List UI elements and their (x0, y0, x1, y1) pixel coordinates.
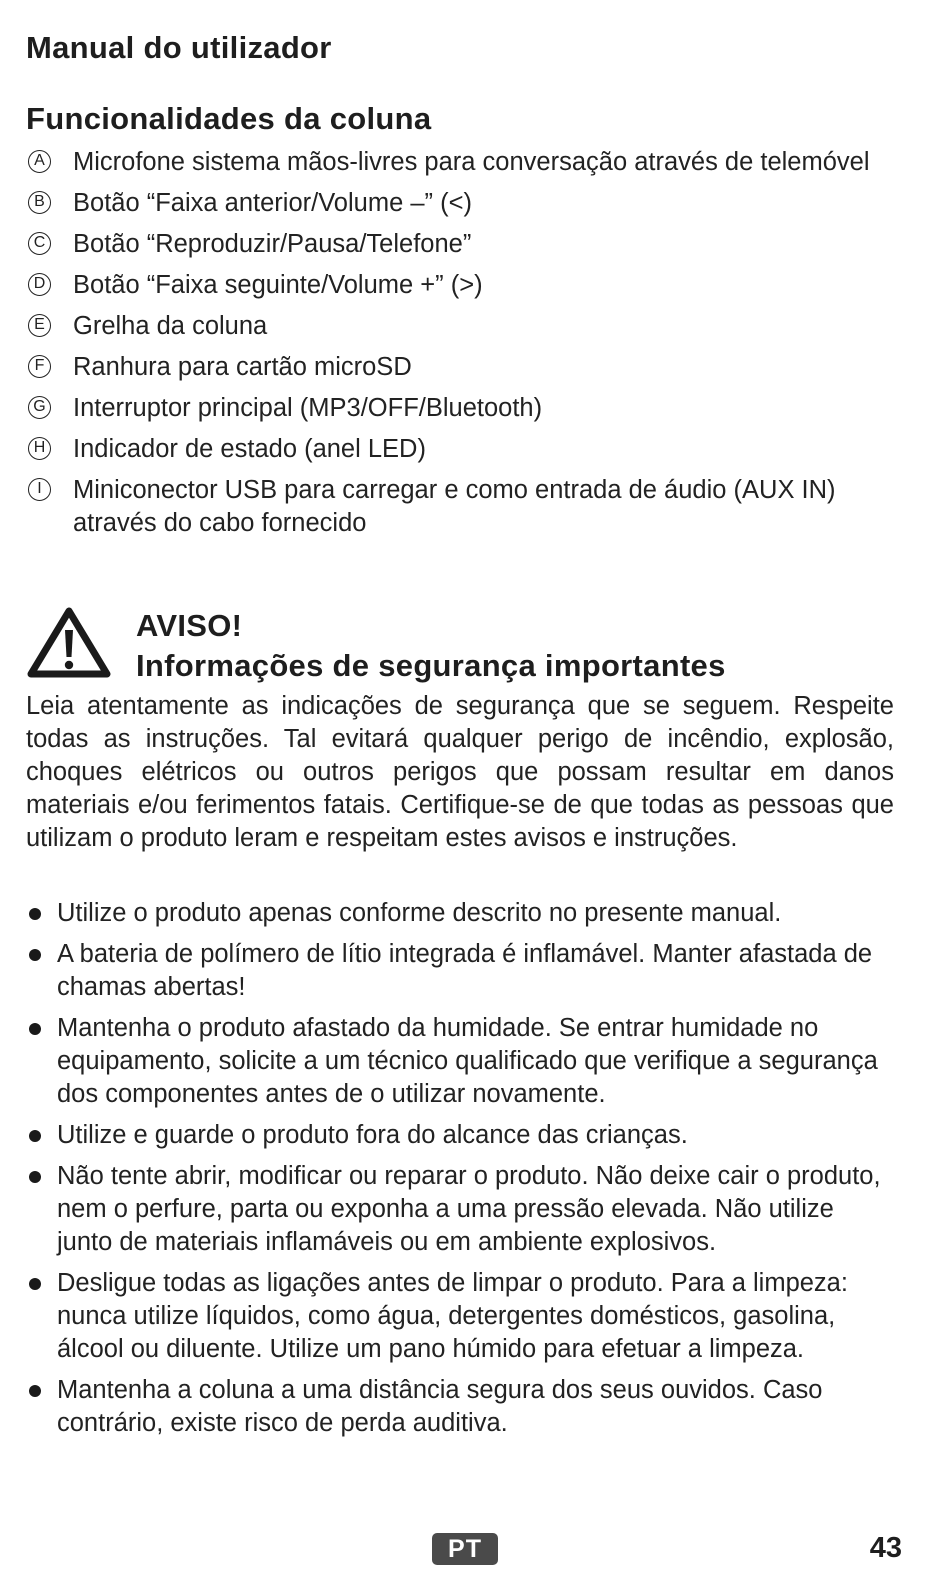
bullet-text: A bateria de polímero de lítio integrada é inflamável. Manter afastada de chamas abertas! (57, 940, 873, 1001)
feature-item (26, 187, 896, 220)
bullet-text: Desligue todas as ligações antes de limpar o produto. Para a limpeza: nunca utilize líquidos, como água, detergentes domésticos, gasolina, álcool ou diluente. Utilize um pano húmido para efetuar a limpeza. (57, 1269, 848, 1363)
bullet-text: Mantenha o produto afastado da humidade. Se entrar humidade no equipamento, solicite a um técnico qualificado que verifique a segurança dos componentes antes de o utilizar novamente. (57, 1014, 878, 1108)
bullet-text: Utilize e guarde o produto fora do alcance das crianças. (57, 1121, 688, 1149)
bullet-dot-icon (29, 1023, 41, 1035)
bullet-item (26, 897, 886, 930)
page-number: 43 (869, 1532, 902, 1564)
feature-text: Interruptor principal (MP3/OFF/Bluetooth) (73, 394, 543, 422)
bullet-item (26, 938, 886, 1004)
feature-item (26, 474, 896, 540)
feature-text: Miniconector USB para carregar e como entrada de áudio (AUX IN) através do cabo fornecido (73, 476, 836, 537)
bullet-item (26, 1267, 886, 1366)
warning-triangle-icon (26, 605, 112, 679)
feature-text: Botão “Reproduzir/Pausa/Telefone” (73, 230, 472, 258)
bullet-dot-icon (29, 1278, 41, 1290)
bullet-dot-icon (29, 908, 41, 920)
safety-heading: Informações de segurança importantes (136, 648, 726, 683)
bullet-dot-icon (29, 1385, 41, 1397)
feature-letter-h: H (28, 437, 51, 460)
bullet-text: Mantenha a coluna a uma distância segura dos seus ouvidos. Caso contrário, existe risco de perda auditiva. (57, 1376, 823, 1437)
feature-letter-f: F (28, 355, 51, 378)
feature-letter-g: G (28, 396, 51, 419)
feature-text: Microfone sistema mãos-livres para conversação através de telemóvel (73, 148, 870, 176)
feature-item (26, 310, 896, 343)
feature-item (26, 351, 896, 384)
bullet-text: Utilize o produto apenas conforme descrito no presente manual. (57, 899, 782, 927)
features-heading: Funcionalidades da coluna (26, 101, 432, 136)
feature-item (26, 228, 896, 261)
bullet-dot-icon (29, 1130, 41, 1142)
safety-intro: Leia atentamente as indicações de segurança que se seguem. Respeite todas as instruções. Tal evitará qualquer perigo de incêndio, explosão, choques elétricos ou outros perigos que possam resultar em danos materiais e/ou ferimentos fatais. Certifique-se de que todas as pessoas que utilizam o produto leram e respeitam estes avisos e instruções. (26, 692, 894, 852)
feature-text: Ranhura para cartão microSD (73, 353, 412, 381)
feature-letter-d: D (28, 273, 51, 296)
feature-text: Botão “Faixa anterior/Volume –” (<) (73, 189, 472, 217)
bullet-dot-icon (29, 949, 41, 961)
feature-letter-e: E (28, 314, 51, 337)
safety-bullet-list (26, 897, 886, 1448)
feature-letter-c: C (28, 232, 51, 255)
feature-letter-b: B (28, 191, 51, 214)
page-title: Manual do utilizador (26, 30, 332, 65)
bullet-item (26, 1119, 886, 1152)
bullet-item (26, 1374, 886, 1440)
feature-letter-a: A (28, 150, 51, 173)
bullet-dot-icon (29, 1171, 41, 1183)
feature-letter-i: I (28, 478, 51, 501)
feature-text: Grelha da coluna (73, 312, 268, 340)
feature-item (26, 392, 896, 425)
feature-item (26, 269, 896, 302)
bullet-item (26, 1012, 886, 1111)
features-list (26, 146, 896, 548)
warning-label: AVISO! (136, 608, 243, 643)
feature-item (26, 433, 896, 466)
warning-heading (136, 606, 726, 686)
feature-item (26, 146, 896, 179)
bullet-text: Não tente abrir, modificar ou reparar o produto. Não deixe cair o produto, nem o perfure, parta ou exponha a uma pressão elevada. Não utilize junto de materiais inflamáveis ou em ambiente explosivos. (57, 1162, 881, 1256)
bullet-item (26, 1160, 886, 1259)
language-badge: PT (432, 1533, 498, 1565)
feature-text: Indicador de estado (anel LED) (73, 435, 426, 463)
feature-text: Botão “Faixa seguinte/Volume +” (>) (73, 271, 483, 299)
